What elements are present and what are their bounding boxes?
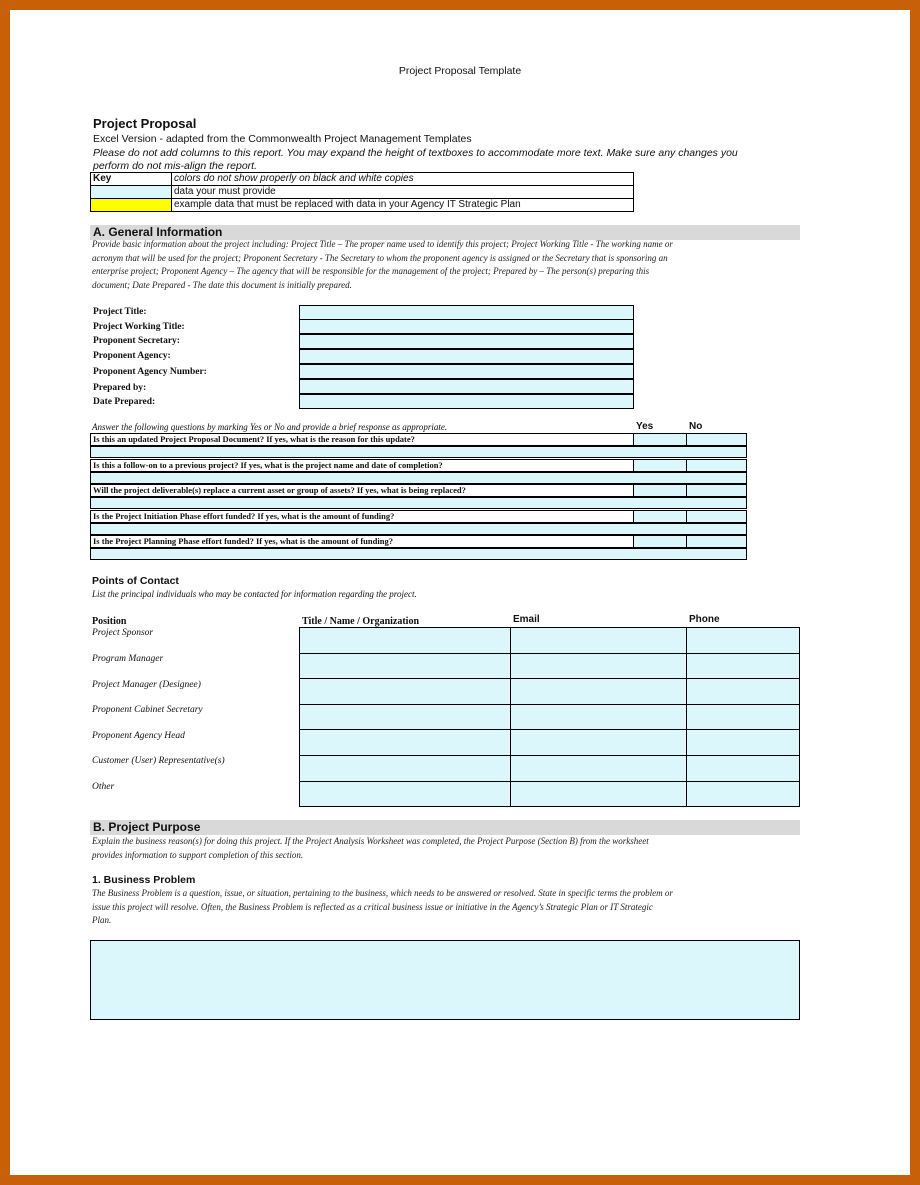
document-title: Project Proposal Template — [398, 65, 522, 77]
question-2-yes-cell[interactable] — [633, 459, 687, 472]
business-problem-desc-line: Plan. — [92, 915, 112, 925]
instruction-note-line2: perform do not mis-align the report. — [93, 160, 257, 172]
question-4: Is the Project Initiation Phase effort funded? If yes, what is the amount of funding? — [90, 510, 634, 523]
question-4-response-field[interactable] — [90, 523, 747, 535]
key-row-1-text: colors do not show properly on black and white copies — [171, 172, 634, 186]
section-b-heading: B. Project Purpose — [90, 820, 800, 835]
section-a-desc-line: document; Date Prepared - The date this document is initially prepared. — [92, 279, 352, 290]
question-4-yes-cell[interactable] — [633, 510, 687, 523]
key-swatch-yellow — [90, 198, 172, 212]
label-project-title: Project Title: — [93, 307, 147, 317]
contact-position-label: Customer (User) Representative(s) — [92, 756, 225, 766]
label-proponent-agency-number: Proponent Agency Number: — [93, 367, 207, 377]
key-row-3-text: example data that must be replaced with data in your Agency IT Strategic Plan — [171, 198, 634, 212]
contact-phone-field[interactable] — [686, 755, 800, 782]
business-problem-desc-line: issue this project will resolve. Often, the Business Problem is reflected as a critical business issue or initiative in the Agency’s Strategic Plan or IT Strategic — [92, 901, 653, 912]
key-row-2-text: data your must provide — [171, 185, 634, 199]
prepared-by-field[interactable] — [299, 379, 634, 394]
contact-title-name-org-field[interactable] — [299, 627, 511, 654]
question-5-response-field[interactable] — [90, 548, 747, 560]
contact-title-name-org-field[interactable] — [299, 755, 511, 782]
question-1: Is this an updated Project Proposal Document? If yes, what is the reason for this update? — [90, 433, 634, 446]
contact-phone-field[interactable] — [686, 781, 800, 808]
points-of-contact-heading: Points of Contact — [92, 575, 179, 587]
project-title-field[interactable] — [299, 305, 634, 320]
question-4-no-cell[interactable] — [686, 510, 747, 523]
business-problem-desc-line: The Business Problem is a question, issue, or situation, pertaining to the business, which needs to be answered or resolved. State in specific terms the problem or — [92, 888, 673, 898]
contact-position-label: Project Manager (Designee) — [92, 680, 201, 690]
no-column-header: No — [689, 421, 703, 432]
question-5-no-cell[interactable] — [686, 535, 747, 548]
proponent-agency-number-field[interactable] — [299, 364, 634, 379]
proponent-agency-field[interactable] — [299, 349, 634, 364]
question-1-yes-cell[interactable] — [633, 433, 687, 446]
contact-phone-field[interactable] — [686, 627, 800, 654]
contact-email-field[interactable] — [510, 729, 687, 756]
proposal-title: Project Proposal — [93, 116, 197, 131]
proponent-secretary-field[interactable] — [299, 334, 634, 349]
contact-phone-field[interactable] — [686, 704, 800, 731]
contact-email-field[interactable] — [510, 781, 687, 808]
contact-email-field[interactable] — [510, 653, 687, 680]
section-a-desc-line: acronym that will be used for the project; Proponent Secretary - The Secretary to whom the proponent agency is assigned or the Secretary that is sponsoring an — [92, 252, 668, 263]
question-2: Is this a follow-on to a previous project? If yes, what is the project name and date of completion? — [90, 459, 634, 472]
question-5-yes-cell[interactable] — [633, 535, 687, 548]
question-1-no-cell[interactable] — [686, 433, 747, 446]
contact-title-name-org-field[interactable] — [299, 704, 511, 731]
contact-position-label: Program Manager — [92, 654, 164, 664]
section-b-desc-line: Explain the business reason(s) for doing this project. If the Project Analysis Worksheet was completed, the Project Purpose (Section B) from the worksheet — [92, 836, 649, 846]
email-column-header: Email — [513, 614, 540, 625]
section-a-desc-line: enterprise project; Proponent Agency – The agency that will be responsible for the management of the project; Prepared by – The person(s) preparing this — [92, 266, 650, 276]
questions-intro: Answer the following questions by marking Yes or No and provide a brief response as appropriate. — [92, 422, 448, 432]
section-b-desc-line: provides information to support completion of this section. — [92, 849, 304, 860]
date-prepared-field[interactable] — [299, 394, 634, 409]
label-project-working-title: Project Working Title: — [93, 322, 185, 332]
key-swatch-cyan — [90, 185, 172, 199]
key-label: Key — [90, 172, 172, 186]
contact-email-field[interactable] — [510, 755, 687, 782]
section-a-heading: A. General Information — [90, 225, 800, 240]
business-problem-heading: 1. Business Problem — [92, 874, 196, 886]
question-5: Is the Project Planning Phase effort funded? If yes, what is the amount of funding? — [90, 535, 634, 548]
label-proponent-secretary: Proponent Secretary: — [93, 336, 180, 346]
contact-position-label: Proponent Agency Head — [92, 731, 185, 741]
yes-column-header: Yes — [636, 421, 654, 432]
contact-position-label: Project Sponsor — [92, 628, 154, 638]
label-date-prepared: Date Prepared: — [93, 397, 156, 407]
position-column-header: Position — [92, 616, 127, 627]
contact-email-field[interactable] — [510, 678, 687, 705]
question-1-response-field[interactable] — [90, 446, 747, 458]
contact-phone-field[interactable] — [686, 653, 800, 680]
question-3: Will the project deliverable(s) replace a current asset or group of assets? If yes, what is being replaced? — [90, 484, 634, 497]
business-problem-description — [92, 887, 802, 928]
contact-email-field[interactable] — [510, 704, 687, 731]
contact-title-name-org-field[interactable] — [299, 781, 511, 808]
proposal-subtitle: Excel Version - adapted from the Commonwealth Project Management Templates — [93, 133, 472, 145]
contact-phone-field[interactable] — [686, 729, 800, 756]
contact-title-name-org-field[interactable] — [299, 678, 511, 705]
section-a-desc-line: Provide basic information about the project including: Project Title – The proper name used to identify this project; Project Working Title - The working name or — [92, 239, 673, 249]
project-working-title-field[interactable] — [299, 319, 634, 334]
question-2-response-field[interactable] — [90, 472, 747, 484]
document-page — [10, 10, 910, 1175]
question-3-response-field[interactable] — [90, 497, 747, 509]
contact-phone-field[interactable] — [686, 678, 800, 705]
contact-position-label: Other — [92, 782, 115, 792]
contact-title-name-org-field[interactable] — [299, 653, 511, 680]
label-prepared-by: Prepared by: — [93, 383, 147, 393]
section-a-description — [92, 238, 802, 292]
question-3-yes-cell[interactable] — [633, 484, 687, 497]
points-of-contact-description: List the principal individuals who may be contacted for information regarding the project. — [92, 589, 417, 599]
phone-column-header: Phone — [689, 614, 720, 625]
label-proponent-agency: Proponent Agency: — [93, 351, 171, 361]
section-b-description — [92, 835, 802, 862]
contact-email-field[interactable] — [510, 627, 687, 654]
question-2-no-cell[interactable] — [686, 459, 747, 472]
business-problem-textbox[interactable] — [90, 940, 800, 1020]
question-3-no-cell[interactable] — [686, 484, 747, 497]
contact-title-name-org-field[interactable] — [299, 729, 511, 756]
instruction-note-line1: Please do not add columns to this report. You may expand the height of textboxes to accommodate more text. Make sure any changes you — [93, 147, 738, 159]
title-name-org-column-header: Title / Name / Organization — [302, 616, 420, 627]
contact-position-label: Proponent Cabinet Secretary — [92, 705, 203, 715]
